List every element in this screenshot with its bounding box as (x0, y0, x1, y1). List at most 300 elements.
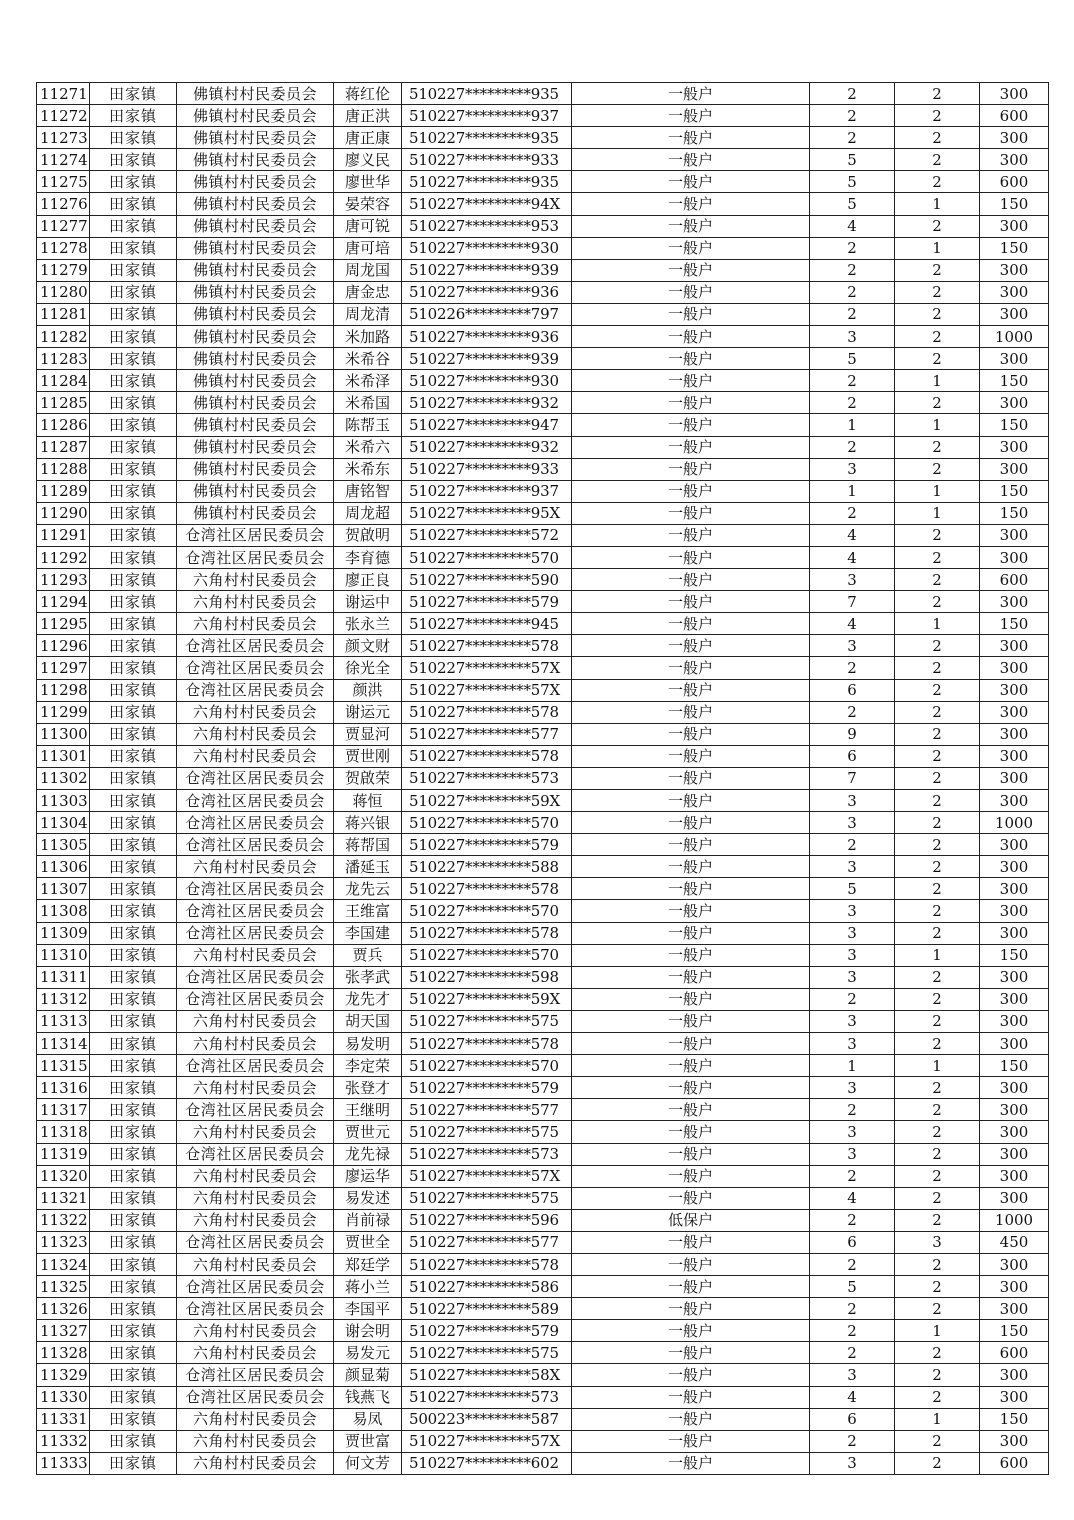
seq-cell: 11328 (37, 1342, 90, 1364)
amount-cell: 300 (980, 392, 1049, 414)
name-cell: 潘延玉 (334, 856, 402, 878)
household-type-cell: 一般户 (572, 281, 810, 303)
town-cell: 田家镇 (90, 569, 177, 591)
name-cell: 蒋帮国 (334, 834, 402, 856)
household-type-cell: 一般户 (572, 326, 810, 348)
count-cell: 1 (895, 237, 980, 259)
name-cell: 李定荣 (334, 1055, 402, 1077)
table-row (37, 679, 1049, 701)
id-number-cell: 510227*********947 (402, 414, 572, 436)
count-cell: 2 (895, 878, 980, 900)
table-row (37, 1099, 1049, 1121)
family-size-cell: 2 (810, 105, 895, 127)
count-cell: 2 (895, 635, 980, 657)
id-number-cell: 510227*********57X (402, 679, 572, 701)
id-number-cell: 510227*********577 (402, 1099, 572, 1121)
household-type-cell: 一般户 (572, 127, 810, 149)
household-type-cell: 一般户 (572, 1364, 810, 1386)
family-size-cell: 4 (810, 613, 895, 635)
table-body (37, 83, 1049, 1475)
id-number-cell: 510227*********930 (402, 370, 572, 392)
name-cell: 钱燕飞 (334, 1386, 402, 1408)
count-cell: 3 (895, 1231, 980, 1253)
name-cell: 王继明 (334, 1099, 402, 1121)
committee-cell: 佛镇村村民委员会 (177, 127, 334, 149)
count-cell: 2 (895, 1452, 980, 1474)
committee-cell: 仓湾社区居民委员会 (177, 679, 334, 701)
town-cell: 田家镇 (90, 1209, 177, 1231)
family-size-cell: 5 (810, 149, 895, 171)
count-cell: 2 (895, 834, 980, 856)
count-cell: 1 (895, 480, 980, 502)
seq-cell: 11281 (37, 303, 90, 325)
seq-cell: 11275 (37, 171, 90, 193)
seq-cell: 11327 (37, 1320, 90, 1342)
town-cell: 田家镇 (90, 1298, 177, 1320)
name-cell: 廖运华 (334, 1165, 402, 1187)
town-cell: 田家镇 (90, 790, 177, 812)
town-cell: 田家镇 (90, 105, 177, 127)
name-cell: 李国建 (334, 922, 402, 944)
household-type-cell: 一般户 (572, 834, 810, 856)
household-type-cell: 一般户 (572, 1010, 810, 1032)
id-number-cell: 510227*********598 (402, 966, 572, 988)
count-cell: 1 (895, 613, 980, 635)
committee-cell: 佛镇村村民委员会 (177, 326, 334, 348)
id-number-cell: 510227*********953 (402, 215, 572, 237)
amount-cell: 300 (980, 790, 1049, 812)
name-cell: 李育德 (334, 546, 402, 568)
amount-cell: 150 (980, 1055, 1049, 1077)
table-row (37, 414, 1049, 436)
count-cell: 2 (895, 171, 980, 193)
count-cell: 2 (895, 767, 980, 789)
amount-cell: 600 (980, 569, 1049, 591)
name-cell: 唐可培 (334, 237, 402, 259)
name-cell: 米希谷 (334, 348, 402, 370)
amount-cell: 300 (980, 1033, 1049, 1055)
family-size-cell: 2 (810, 1342, 895, 1364)
name-cell: 贺啟明 (334, 524, 402, 546)
id-number-cell: 510227*********933 (402, 149, 572, 171)
town-cell: 田家镇 (90, 657, 177, 679)
family-size-cell: 3 (810, 458, 895, 480)
family-size-cell: 2 (810, 370, 895, 392)
id-number-cell: 510227*********578 (402, 1253, 572, 1275)
table-row (37, 480, 1049, 502)
family-size-cell: 3 (810, 326, 895, 348)
id-number-cell: 510227*********579 (402, 834, 572, 856)
household-type-cell: 一般户 (572, 657, 810, 679)
seq-cell: 11272 (37, 105, 90, 127)
household-type-cell: 一般户 (572, 171, 810, 193)
count-cell: 2 (895, 723, 980, 745)
table-row (37, 370, 1049, 392)
town-cell: 田家镇 (90, 1033, 177, 1055)
table-row (37, 723, 1049, 745)
id-number-cell: 510227*********578 (402, 1033, 572, 1055)
table-row (37, 149, 1049, 171)
committee-cell: 六角村村民委员会 (177, 944, 334, 966)
household-type-cell: 一般户 (572, 436, 810, 458)
seq-cell: 11271 (37, 83, 90, 105)
family-size-cell: 7 (810, 767, 895, 789)
amount-cell: 600 (980, 1452, 1049, 1474)
amount-cell: 300 (980, 1430, 1049, 1452)
count-cell: 2 (895, 922, 980, 944)
table-row (37, 613, 1049, 635)
table-row (37, 1055, 1049, 1077)
name-cell: 米希东 (334, 458, 402, 480)
count-cell: 2 (895, 1386, 980, 1408)
town-cell: 田家镇 (90, 480, 177, 502)
table-row (37, 701, 1049, 723)
name-cell: 米希国 (334, 392, 402, 414)
committee-cell: 仓湾社区居民委员会 (177, 524, 334, 546)
amount-cell: 300 (980, 83, 1049, 105)
town-cell: 田家镇 (90, 635, 177, 657)
seq-cell: 11332 (37, 1430, 90, 1452)
family-size-cell: 1 (810, 1055, 895, 1077)
table-row (37, 1320, 1049, 1342)
table-row (37, 922, 1049, 944)
count-cell: 1 (895, 502, 980, 524)
amount-cell: 300 (980, 591, 1049, 613)
amount-cell: 300 (980, 1121, 1049, 1143)
committee-cell: 仓湾社区居民委员会 (177, 546, 334, 568)
committee-cell: 仓湾社区居民委员会 (177, 1099, 334, 1121)
town-cell: 田家镇 (90, 812, 177, 834)
household-type-cell: 一般户 (572, 1342, 810, 1364)
name-cell: 廖世华 (334, 171, 402, 193)
household-type-cell: 一般户 (572, 790, 810, 812)
count-cell: 2 (895, 900, 980, 922)
family-size-cell: 3 (810, 812, 895, 834)
count-cell: 2 (895, 966, 980, 988)
town-cell: 田家镇 (90, 966, 177, 988)
household-type-cell: 一般户 (572, 1386, 810, 1408)
name-cell: 唐金忠 (334, 281, 402, 303)
table-row (37, 635, 1049, 657)
id-number-cell: 510227*********570 (402, 812, 572, 834)
seq-cell: 11323 (37, 1231, 90, 1253)
id-number-cell: 510227*********575 (402, 1010, 572, 1032)
count-cell: 2 (895, 436, 980, 458)
town-cell: 田家镇 (90, 767, 177, 789)
table-row (37, 591, 1049, 613)
family-size-cell: 5 (810, 878, 895, 900)
table-row (37, 1276, 1049, 1298)
id-number-cell: 510227*********933 (402, 458, 572, 480)
household-type-cell: 一般户 (572, 701, 810, 723)
town-cell: 田家镇 (90, 458, 177, 480)
committee-cell: 六角村村民委员会 (177, 569, 334, 591)
name-cell: 廖正良 (334, 569, 402, 591)
seq-cell: 11287 (37, 436, 90, 458)
seq-cell: 11322 (37, 1209, 90, 1231)
town-cell: 田家镇 (90, 1010, 177, 1032)
family-size-cell: 2 (810, 436, 895, 458)
table-row (37, 348, 1049, 370)
name-cell: 颜洪 (334, 679, 402, 701)
table-row (37, 944, 1049, 966)
name-cell: 谢会明 (334, 1320, 402, 1342)
count-cell: 1 (895, 1408, 980, 1430)
id-number-cell: 510226*********797 (402, 303, 572, 325)
name-cell: 易发元 (334, 1342, 402, 1364)
table-row (37, 127, 1049, 149)
amount-cell: 300 (980, 259, 1049, 281)
committee-cell: 六角村村民委员会 (177, 1033, 334, 1055)
count-cell: 2 (895, 546, 980, 568)
town-cell: 田家镇 (90, 1187, 177, 1209)
committee-cell: 仓湾社区居民委员会 (177, 767, 334, 789)
table-row (37, 1430, 1049, 1452)
table-row (37, 1231, 1049, 1253)
committee-cell: 六角村村民委员会 (177, 591, 334, 613)
seq-cell: 11300 (37, 723, 90, 745)
household-type-cell: 一般户 (572, 966, 810, 988)
committee-cell: 仓湾社区居民委员会 (177, 922, 334, 944)
table-row (37, 502, 1049, 524)
id-number-cell: 510227*********570 (402, 900, 572, 922)
household-type-cell: 一般户 (572, 1430, 810, 1452)
name-cell: 蒋兴银 (334, 812, 402, 834)
town-cell: 田家镇 (90, 326, 177, 348)
table-row (37, 524, 1049, 546)
seq-cell: 11326 (37, 1298, 90, 1320)
seq-cell: 11296 (37, 635, 90, 657)
count-cell: 2 (895, 127, 980, 149)
seq-cell: 11293 (37, 569, 90, 591)
seq-cell: 11304 (37, 812, 90, 834)
committee-cell: 仓湾社区居民委员会 (177, 1143, 334, 1165)
count-cell: 2 (895, 1121, 980, 1143)
committee-cell: 六角村村民委员会 (177, 723, 334, 745)
id-number-cell: 510227*********939 (402, 259, 572, 281)
id-number-cell: 510227*********575 (402, 1121, 572, 1143)
count-cell: 2 (895, 524, 980, 546)
amount-cell: 450 (980, 1231, 1049, 1253)
seq-cell: 11331 (37, 1408, 90, 1430)
family-size-cell: 3 (810, 1143, 895, 1165)
committee-cell: 仓湾社区居民委员会 (177, 657, 334, 679)
table-row (37, 1143, 1049, 1165)
table-row (37, 657, 1049, 679)
id-number-cell: 510227*********586 (402, 1276, 572, 1298)
count-cell: 2 (895, 303, 980, 325)
count-cell: 2 (895, 215, 980, 237)
family-size-cell: 3 (810, 1033, 895, 1055)
name-cell: 唐可锐 (334, 215, 402, 237)
household-type-cell: 一般户 (572, 1276, 810, 1298)
seq-cell: 11314 (37, 1033, 90, 1055)
id-number-cell: 510227*********930 (402, 237, 572, 259)
committee-cell: 佛镇村村民委员会 (177, 83, 334, 105)
amount-cell: 300 (980, 1364, 1049, 1386)
amount-cell: 300 (980, 149, 1049, 171)
table-row (37, 767, 1049, 789)
household-type-cell: 一般户 (572, 1320, 810, 1342)
committee-cell: 佛镇村村民委员会 (177, 480, 334, 502)
name-cell: 张孝武 (334, 966, 402, 988)
count-cell: 2 (895, 569, 980, 591)
count-cell: 2 (895, 1276, 980, 1298)
amount-cell: 300 (980, 1187, 1049, 1209)
id-number-cell: 510227*********935 (402, 83, 572, 105)
household-type-cell: 一般户 (572, 1298, 810, 1320)
amount-cell: 300 (980, 922, 1049, 944)
id-number-cell: 510227*********579 (402, 591, 572, 613)
id-number-cell: 510227*********578 (402, 745, 572, 767)
town-cell: 田家镇 (90, 237, 177, 259)
family-size-cell: 6 (810, 1408, 895, 1430)
committee-cell: 仓湾社区居民委员会 (177, 900, 334, 922)
household-type-cell: 一般户 (572, 83, 810, 105)
household-type-cell: 一般户 (572, 988, 810, 1010)
seq-cell: 11306 (37, 856, 90, 878)
table-row (37, 1033, 1049, 1055)
committee-cell: 六角村村民委员会 (177, 1342, 334, 1364)
count-cell: 2 (895, 1165, 980, 1187)
seq-cell: 11309 (37, 922, 90, 944)
count-cell: 2 (895, 1298, 980, 1320)
household-type-cell: 一般户 (572, 856, 810, 878)
name-cell: 周龙国 (334, 259, 402, 281)
household-type-cell: 一般户 (572, 723, 810, 745)
id-number-cell: 510227*********573 (402, 1386, 572, 1408)
seq-cell: 11324 (37, 1253, 90, 1275)
committee-cell: 佛镇村村民委员会 (177, 215, 334, 237)
seq-cell: 11303 (37, 790, 90, 812)
name-cell: 张登才 (334, 1077, 402, 1099)
name-cell: 廖义民 (334, 149, 402, 171)
count-cell: 2 (895, 657, 980, 679)
name-cell: 谢运元 (334, 701, 402, 723)
town-cell: 田家镇 (90, 259, 177, 281)
count-cell: 2 (895, 105, 980, 127)
seq-cell: 11292 (37, 546, 90, 568)
town-cell: 田家镇 (90, 1320, 177, 1342)
committee-cell: 仓湾社区居民委员会 (177, 1276, 334, 1298)
family-size-cell: 2 (810, 1430, 895, 1452)
family-size-cell: 2 (810, 237, 895, 259)
town-cell: 田家镇 (90, 878, 177, 900)
table-row (37, 281, 1049, 303)
name-cell: 周龙清 (334, 303, 402, 325)
amount-cell: 600 (980, 171, 1049, 193)
town-cell: 田家镇 (90, 502, 177, 524)
count-cell: 2 (895, 1010, 980, 1032)
household-type-cell: 一般户 (572, 392, 810, 414)
family-size-cell: 2 (810, 303, 895, 325)
seq-cell: 11313 (37, 1010, 90, 1032)
committee-cell: 六角村村民委员会 (177, 1408, 334, 1430)
table-row (37, 790, 1049, 812)
count-cell: 2 (895, 591, 980, 613)
id-number-cell: 500223*********587 (402, 1408, 572, 1430)
family-size-cell: 6 (810, 745, 895, 767)
amount-cell: 1000 (980, 326, 1049, 348)
committee-cell: 佛镇村村民委员会 (177, 414, 334, 436)
name-cell: 唐铭智 (334, 480, 402, 502)
name-cell: 何文芳 (334, 1452, 402, 1474)
table-row (37, 215, 1049, 237)
family-size-cell: 3 (810, 1077, 895, 1099)
amount-cell: 300 (980, 900, 1049, 922)
id-number-cell: 510227*********58X (402, 1364, 572, 1386)
count-cell: 2 (895, 1099, 980, 1121)
town-cell: 田家镇 (90, 834, 177, 856)
table-row (37, 1342, 1049, 1364)
household-type-cell: 一般户 (572, 1055, 810, 1077)
seq-cell: 11319 (37, 1143, 90, 1165)
count-cell: 1 (895, 944, 980, 966)
family-size-cell: 2 (810, 259, 895, 281)
amount-cell: 150 (980, 237, 1049, 259)
id-number-cell: 510227*********939 (402, 348, 572, 370)
family-size-cell: 3 (810, 635, 895, 657)
committee-cell: 佛镇村村民委员会 (177, 281, 334, 303)
town-cell: 田家镇 (90, 193, 177, 215)
seq-cell: 11280 (37, 281, 90, 303)
town-cell: 田家镇 (90, 745, 177, 767)
seq-cell: 11290 (37, 502, 90, 524)
id-number-cell: 510227*********590 (402, 569, 572, 591)
count-cell: 2 (895, 281, 980, 303)
name-cell: 易发述 (334, 1187, 402, 1209)
family-size-cell: 2 (810, 1165, 895, 1187)
household-type-cell: 一般户 (572, 1187, 810, 1209)
household-type-cell: 低保户 (572, 1209, 810, 1231)
amount-cell: 300 (980, 303, 1049, 325)
household-type-cell: 一般户 (572, 524, 810, 546)
household-table (36, 82, 1049, 1475)
table-row (37, 83, 1049, 105)
household-type-cell: 一般户 (572, 878, 810, 900)
household-type-cell: 一般户 (572, 944, 810, 966)
household-type-cell: 一般户 (572, 303, 810, 325)
amount-cell: 300 (980, 966, 1049, 988)
id-number-cell: 510227*********57X (402, 657, 572, 679)
table-row (37, 259, 1049, 281)
count-cell: 1 (895, 414, 980, 436)
count-cell: 2 (895, 790, 980, 812)
table-row (37, 237, 1049, 259)
amount-cell: 300 (980, 1143, 1049, 1165)
amount-cell: 300 (980, 1099, 1049, 1121)
table-row (37, 1364, 1049, 1386)
table-row (37, 812, 1049, 834)
town-cell: 田家镇 (90, 1253, 177, 1275)
table-row (37, 1386, 1049, 1408)
committee-cell: 六角村村民委员会 (177, 701, 334, 723)
amount-cell: 1000 (980, 1209, 1049, 1231)
amount-cell: 150 (980, 1320, 1049, 1342)
table-row (37, 1452, 1049, 1474)
committee-cell: 佛镇村村民委员会 (177, 392, 334, 414)
town-cell: 田家镇 (90, 348, 177, 370)
committee-cell: 佛镇村村民委员会 (177, 237, 334, 259)
family-size-cell: 2 (810, 1099, 895, 1121)
seq-cell: 11317 (37, 1099, 90, 1121)
committee-cell: 仓湾社区居民委员会 (177, 1364, 334, 1386)
town-cell: 田家镇 (90, 701, 177, 723)
town-cell: 田家镇 (90, 1364, 177, 1386)
committee-cell: 仓湾社区居民委员会 (177, 1386, 334, 1408)
amount-cell: 150 (980, 480, 1049, 502)
family-size-cell: 2 (810, 1253, 895, 1275)
